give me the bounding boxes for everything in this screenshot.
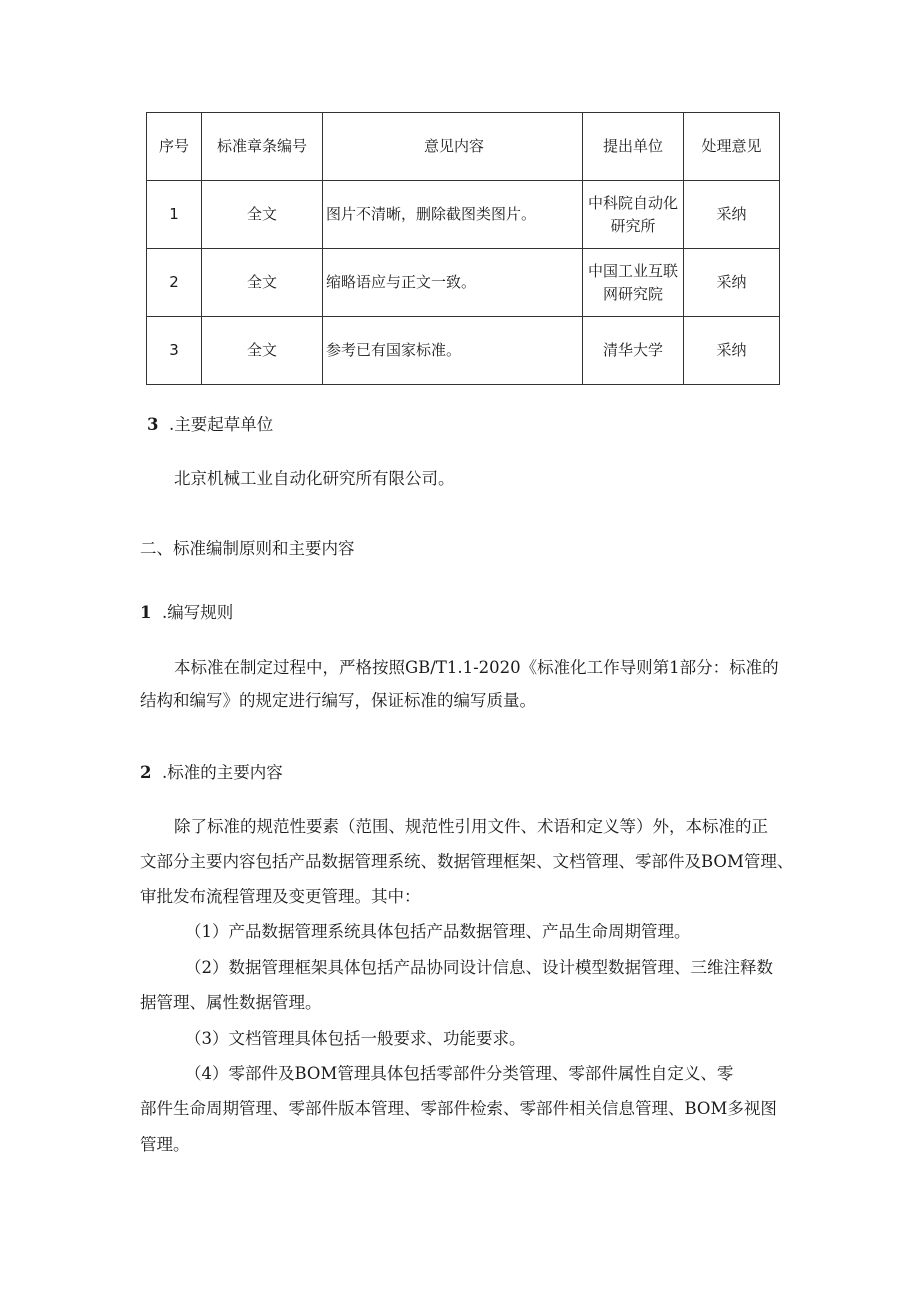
part2-title: 二、标准编制原则和主要内容 (140, 539, 355, 558)
sub1-body-line1: 本标准在制定过程中，严格按照GB/T1.1-2020《标准化工作导则第1部分：标准的 (174, 658, 779, 677)
sub2-number: 2 (140, 763, 152, 782)
sub2-item4-line1: （4）零部件及BOM管理具体包括零部件分类管理、零部件属性自定义、零 (185, 1064, 734, 1083)
header-content: 意见内容 (323, 113, 583, 181)
sub1-title: .编写规则 (161, 603, 234, 622)
row-unit (583, 181, 684, 249)
sub2-item2-line1: （2）数据管理框架具体包括产品协同设计信息、设计模型数据管理、三维注释数 (185, 958, 773, 977)
sub2-item3: （3）文档管理具体包括一般要求、功能要求。 (185, 1029, 526, 1048)
row-unit (583, 317, 684, 385)
table-header-row (147, 113, 780, 181)
row-num: 1 (147, 181, 202, 249)
row-result: 采纳 (684, 181, 780, 249)
sub2-item2-line2: 据管理、属性数据管理。 (140, 993, 322, 1012)
section3-body: 北京机械工业自动化研究所有限公司。 (174, 469, 455, 488)
row-content: 缩略语应与正文一致。 (323, 249, 583, 317)
table-row (147, 249, 780, 317)
table-row (147, 181, 780, 249)
row-unit-line1: 清华大学 (602, 341, 663, 359)
sub2-item4-line3: 管理。 (140, 1135, 190, 1154)
row-clause: 全文 (202, 249, 323, 317)
sub2-item4-line2: 部件生命周期管理、零部件版本管理、零部件检索、零部件相关信息管理、BOM多视图 (140, 1099, 777, 1118)
row-num: 3 (147, 317, 202, 385)
sub2-item1: （1）产品数据管理系统具体包括产品数据管理、产品生命周期管理。 (185, 922, 691, 941)
row-unit (583, 249, 684, 317)
row-unit-line1: 中科院自动化 (587, 193, 678, 212)
sub1-body-line2: 结构和编写》的规定进行编写，保证标准的编写质量。 (140, 691, 536, 710)
sub2-title: .标准的主要内容 (161, 763, 283, 782)
section3-title: .主要起草单位 (168, 415, 274, 434)
section3-heading (147, 414, 273, 436)
sub1-heading (140, 602, 233, 624)
header-clause: 标准章条编号 (202, 113, 323, 181)
sub2-heading (140, 762, 283, 784)
row-result: 采纳 (684, 317, 780, 385)
row-unit-line2: 网研究院 (602, 284, 663, 303)
sub2-intro-line2: 文部分主要内容包括产品数据管理系统、数据管理框架、文档管理、零部件及BOM管理、 (140, 852, 794, 871)
row-num: 2 (147, 249, 202, 317)
header-num: 序号 (147, 113, 202, 181)
header-unit: 提出单位 (583, 113, 684, 181)
row-unit-line1: 中国工业互联 (587, 261, 678, 280)
row-result: 采纳 (684, 249, 780, 317)
row-content: 参考已有国家标准。 (323, 317, 583, 385)
section3-number: 3 (147, 415, 159, 434)
row-clause: 全文 (202, 181, 323, 249)
sub1-number: 1 (140, 603, 152, 622)
sub2-intro-line1: 除了标准的规范性要素（范围、规范性引用文件、术语和定义等）外，本标准的正 (174, 817, 768, 836)
row-clause: 全文 (202, 317, 323, 385)
header-result: 处理意见 (684, 113, 780, 181)
table-row (147, 317, 780, 385)
sub2-intro-line3: 审批发布流程管理及变更管理。其中： (140, 887, 421, 906)
row-content: 图片不清晰，删除截图类图片。 (323, 181, 583, 249)
row-unit-line2: 研究所 (610, 216, 656, 235)
comments-table (146, 112, 780, 385)
